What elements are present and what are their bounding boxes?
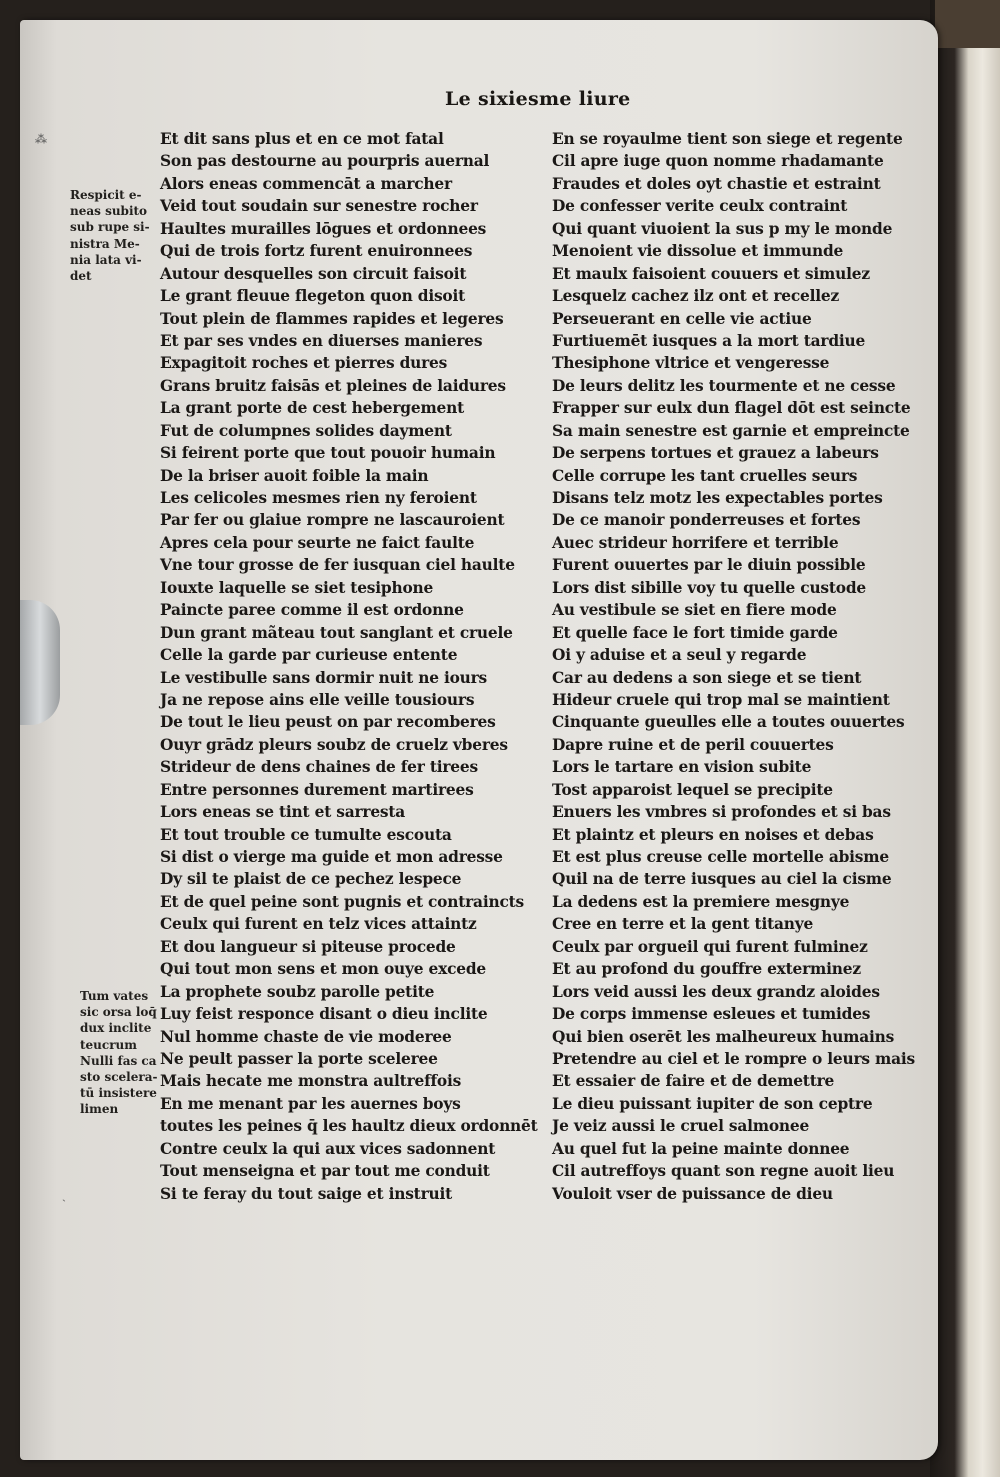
verse-line: Si dist o vierge ma guide et mon adresse bbox=[160, 848, 503, 866]
verse-line: Celle la garde par curieuse entente bbox=[160, 646, 458, 665]
verse-line: Dapre ruine et de peril couuertes bbox=[552, 735, 834, 754]
verse-line: Si te feray du tout saige et instruit bbox=[160, 1184, 453, 1203]
verse-line: Enuers les vmbres si profondes et si bas bbox=[552, 803, 891, 822]
verse-line: Car au dedens a son siege et se tient bbox=[552, 668, 862, 687]
gloss-line: det bbox=[70, 268, 92, 283]
gloss-line: neas subito bbox=[70, 204, 148, 219]
verse-line: Pretendre au ciel et le rompre o leurs mais bbox=[552, 1049, 916, 1068]
gloss-line: Tum vates bbox=[80, 989, 149, 1003]
verse-line: Au quel fut la peine mainte donnee bbox=[552, 1139, 850, 1158]
verse-line: La dedens est la premiere mesgnye bbox=[552, 892, 850, 911]
verse-line: De tout le lieu peust on par recomberes bbox=[160, 713, 496, 732]
gloss-line: Respicit e- bbox=[70, 188, 142, 202]
verse-line: En me menant par les auernes boys bbox=[160, 1094, 461, 1113]
verse-line: toutes les peines q̄ les haultz dieux ordonnēt bbox=[160, 1117, 538, 1136]
verse-line: Le dieu puissant iupiter de son ceptre bbox=[552, 1094, 873, 1113]
gloss-line: nistra Me- bbox=[70, 236, 140, 251]
verse-line: Le vestibulle sans dormir nuit ne iours bbox=[160, 668, 488, 687]
verse-line: De la briser auoit foible la main bbox=[160, 466, 429, 485]
verse-line: Lors le tartare en vision subite bbox=[552, 758, 812, 777]
verse-line: Le grant fleuue flegeton quon disoit bbox=[160, 287, 466, 306]
verse-line: Ouyr grādz pleurs soubz de cruelz vberes bbox=[160, 735, 508, 754]
verse-line: Et par ses vndes en diuerses manieres bbox=[160, 331, 483, 350]
verse-line: De corps immense esleues et tumides bbox=[552, 1005, 871, 1024]
verse-line: La grant porte de cest hebergement bbox=[160, 399, 465, 418]
verse-line: Auec strideur horrifere et terrible bbox=[552, 533, 839, 552]
verse-line: Expagitoit roches et pierres dures bbox=[160, 354, 448, 373]
verse-line: Paincte paree comme il est ordonne bbox=[160, 601, 464, 620]
verse-line: Menoient vie dissolue et immunde bbox=[552, 242, 844, 261]
verse-line: Et au profond du gouffre exterminez bbox=[552, 960, 861, 979]
background-right-edge bbox=[930, 0, 1000, 1477]
verse-line: Lors dist sibille voy tu quelle custode bbox=[552, 578, 867, 597]
verse-line: Au vestibule se siet en fiere mode bbox=[552, 601, 837, 620]
verse-line: Disans telz motz les expectables portes bbox=[552, 489, 883, 507]
verse-line: Furtiuemēt iusques a la mort tardiue bbox=[552, 331, 866, 350]
verse-line: Lesquelz cachez ilz ont et recellez bbox=[552, 287, 840, 306]
verse-line: Hideur cruele qui trop mal se maintient bbox=[552, 690, 890, 709]
verse-line: Et dou langueur si piteuse procede bbox=[160, 937, 456, 956]
verse-line: Grans bruitz faisās et pleines de laidures bbox=[160, 376, 506, 395]
verse-line: Veid tout soudain sur senestre rocher bbox=[160, 197, 478, 216]
verse-line: Strideur de dens chaines de fer tirees bbox=[160, 758, 478, 777]
verse-line: Je veiz aussi le cruel salmonee bbox=[552, 1117, 810, 1136]
verse-line: Oi y aduise et a seul y regarde bbox=[552, 646, 807, 665]
verse-line: Lors eneas se tint et sarresta bbox=[160, 803, 406, 822]
verse-line: Cil apre iuge quon nomme rhadamante bbox=[552, 152, 884, 171]
verse-line: Si feirent porte que tout pouoir humain bbox=[160, 444, 496, 463]
marginal-gloss-2 bbox=[80, 988, 157, 1118]
verse-line: Dun grant mãteau tout sanglant et cruele bbox=[160, 623, 513, 642]
verse-line: Et tout trouble ce tumulte escouta bbox=[160, 825, 452, 844]
gloss-line: Nulli fas ca bbox=[80, 1053, 157, 1068]
verse-line: Qui tout mon sens et mon ouye excede bbox=[160, 960, 486, 979]
verse-line: Ne peult passer la porte sceleree bbox=[160, 1049, 438, 1068]
gloss-line: teucrum bbox=[80, 1037, 137, 1052]
gloss-line: dux inclite bbox=[80, 1021, 152, 1036]
marginal-mark: ˏ bbox=[62, 1188, 66, 1202]
marginal-mark: ⁂ bbox=[35, 132, 47, 146]
verse-line: Cree en terre et la gent titanye bbox=[552, 915, 814, 934]
verse-line: Tout plein de flammes rapides et legeres bbox=[160, 309, 504, 328]
verse-line: Et dit sans plus et en ce mot fatal bbox=[160, 130, 444, 148]
verse-line: Sa main senestre est garnie et empreincte bbox=[552, 421, 910, 440]
verse-line: De leurs delitz les tourmente et ne cesse bbox=[552, 376, 896, 395]
verse-line: Celle corrupe les tant cruelles seurs bbox=[552, 466, 858, 485]
verse-line: Fraudes et doles oyt chastie et estraint bbox=[552, 174, 881, 193]
gloss-line: sto scelera- bbox=[80, 1069, 158, 1084]
right-text-column bbox=[552, 128, 915, 1205]
gloss-line: sic orsa loq̄ bbox=[80, 1005, 157, 1020]
verse-line: Furent ouuertes par le diuin possible bbox=[552, 556, 866, 575]
verse-line: En se royaulme tient son siege et regente bbox=[552, 130, 903, 148]
verse-line: Tost apparoist lequel se precipite bbox=[552, 780, 833, 799]
verse-line: Thesiphone vltrice et vengeresse bbox=[552, 354, 830, 373]
verse-line: Autour desquelles son circuit faisoit bbox=[160, 264, 467, 283]
verse-line: Son pas destourne au pourpris auernal bbox=[160, 152, 490, 171]
verse-line: Vne tour grosse de fer iusquan ciel haulte bbox=[160, 556, 515, 575]
verse-line: Et plaintz et pleurs en noises et debas bbox=[552, 825, 874, 844]
verse-line: Par fer ou glaiue rompre ne lascauroient bbox=[160, 511, 505, 530]
verse-line: Haultes murailles lōgues et ordonnees bbox=[160, 219, 487, 238]
verse-line: Et maulx faisoient couuers et simulez bbox=[552, 264, 870, 283]
gloss-line: tū insistere bbox=[80, 1086, 157, 1101]
verse-line: Quil na de terre iusques au ciel la cisme bbox=[552, 870, 892, 889]
gloss-line: sub rupe si- bbox=[70, 220, 150, 235]
verse-line: Contre ceulx la qui aux vices sadonnent bbox=[160, 1139, 496, 1158]
verse-line: Ja ne repose ains elle veille tousiours bbox=[160, 690, 475, 709]
verse-line: De ce manoir ponderreuses et fortes bbox=[552, 511, 861, 530]
verse-line: Les celicoles mesmes rien ny feroient bbox=[160, 489, 477, 507]
verse-line: Ceulx par orgueil qui furent fulminez bbox=[552, 937, 868, 956]
verse-line: Et quelle face le fort timide garde bbox=[552, 623, 838, 642]
verse-line: Mais hecate me monstra aultreffois bbox=[160, 1072, 462, 1091]
verse-line: Tout menseigna et par tout me conduit bbox=[160, 1162, 490, 1181]
gloss-line: limen bbox=[80, 1102, 119, 1117]
verse-line: Perseuerant en celle vie actiue bbox=[552, 309, 812, 328]
verse-line: La prophete soubz parolle petite bbox=[160, 982, 435, 1001]
verse-line: Nul homme chaste de vie moderee bbox=[160, 1027, 452, 1046]
verse-line: Iouxte laquelle se siet tesiphone bbox=[160, 578, 434, 597]
verse-line: Qui de trois fortz furent enuironnees bbox=[160, 242, 473, 261]
verse-line: Ceulx qui furent en telz vices attaintz bbox=[160, 915, 477, 934]
verse-line: Fut de columpnes solides dayment bbox=[160, 421, 452, 440]
running-head: Le sixiesme liure bbox=[445, 88, 631, 110]
verse-line: Entre personnes durement martirees bbox=[160, 780, 474, 799]
verse-line: Luy feist responce disant o dieu inclite bbox=[160, 1005, 488, 1024]
verse-line: Lors veid aussi les deux grandz aloides bbox=[552, 982, 880, 1001]
verse-line: Dy sil te plaist de ce pechez lespece bbox=[160, 870, 462, 889]
verse-line: Qui quant viuoient la sus p my le monde bbox=[552, 219, 893, 238]
verse-line: De confesser verite ceulx contraint bbox=[552, 197, 848, 216]
verse-line: Alors eneas commencāt a marcher bbox=[160, 174, 452, 193]
page-clip bbox=[20, 600, 60, 725]
verse-line: Cil autreffoys quant son regne auoit lieu bbox=[552, 1162, 895, 1181]
verse-line: Apres cela pour seurte ne faict faulte bbox=[160, 533, 475, 552]
verse-line: Cinquante gueulles elle a toutes ouuertes bbox=[552, 713, 905, 732]
verse-line: De serpens tortues et grauez a labeurs bbox=[552, 444, 879, 463]
verse-line: Et est plus creuse celle mortelle abisme bbox=[552, 848, 889, 866]
left-text-column bbox=[160, 128, 538, 1205]
marginal-gloss-1 bbox=[70, 187, 150, 284]
gloss-line: nia lata vi- bbox=[70, 252, 142, 267]
verse-line: Et essaier de faire et de demettre bbox=[552, 1072, 835, 1091]
book-board-corner bbox=[935, 0, 1000, 48]
verse-line: Qui bien oserēt les malheureux humains bbox=[552, 1027, 895, 1046]
verse-line: Vouloit vser de puissance de dieu bbox=[552, 1184, 833, 1203]
verse-line: Frapper sur eulx dun flagel dōt est seincte bbox=[552, 399, 911, 418]
verse-line: Et de quel peine sont pugnis et contraincts bbox=[160, 892, 525, 911]
